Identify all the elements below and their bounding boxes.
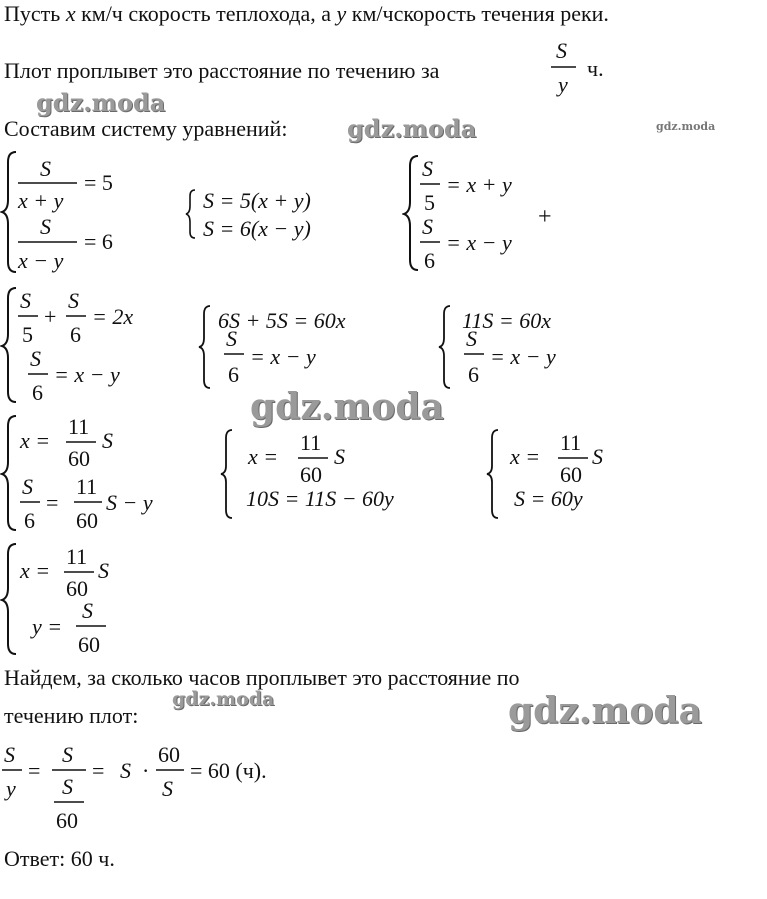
- s1-eq2-den: x − y: [18, 248, 64, 273]
- s6-eq2-num: S: [466, 326, 477, 351]
- system-4: [0, 284, 170, 408]
- s6-eq2-rhs: = x − y: [490, 344, 556, 369]
- s8-eq1-var: S: [334, 444, 345, 469]
- watermark: gdz.moda: [172, 688, 275, 710]
- fc-f1-num: S: [4, 742, 15, 767]
- s7-eq2-rhs: S − y: [106, 490, 153, 515]
- s1-eq1-rhs: = 5: [84, 170, 113, 195]
- watermark: gdz.moda: [508, 690, 702, 732]
- s4-a-den: 5: [22, 322, 33, 347]
- system-1: [0, 148, 170, 276]
- s9-eq1-den: 60: [560, 462, 582, 487]
- find-text-line1: Найдем, за сколько часов проплывет это расстояние по: [4, 665, 520, 690]
- fc-f2-den-num: S: [62, 774, 73, 799]
- s3-eq2-num: S: [422, 214, 433, 239]
- s9-eq1-num: 11: [560, 430, 582, 455]
- system-6: [436, 302, 606, 392]
- var-x: x: [65, 1, 76, 26]
- s10-eq1-den: 60: [66, 576, 88, 601]
- s1-eq1-num: S: [40, 156, 51, 181]
- fc-f2-num: S: [62, 742, 73, 767]
- s1-eq2-num: S: [40, 214, 51, 239]
- system-heading: Составим систему уравнений:: [4, 116, 288, 141]
- raft-den: y: [558, 72, 568, 97]
- watermark: gdz.moda: [36, 88, 166, 117]
- s10-eq2-num: S: [82, 598, 93, 623]
- s7-eq2-fnum: 11: [76, 474, 98, 499]
- s3-eq2-rhs: = x − y: [446, 230, 512, 255]
- s10-eq1-var: S: [98, 558, 109, 583]
- s5-eq2-den: 6: [228, 362, 239, 387]
- s3-eq1-den: 5: [424, 190, 435, 215]
- intro-text-1: Пусть: [4, 1, 61, 26]
- system-10: [0, 540, 140, 660]
- s7-eq1-num: 11: [68, 414, 90, 439]
- s7-eq2-mid: =: [46, 490, 59, 515]
- fc-result: = 60 (ч).: [190, 758, 267, 783]
- system-3: [402, 152, 572, 276]
- s1-eq1-den: x + y: [18, 188, 64, 213]
- system-7: [0, 412, 190, 536]
- s10-eq1-lhs: x =: [20, 558, 51, 583]
- s6-eq2-den: 6: [468, 362, 479, 387]
- s5-eq1: 6S + 5S = 60x: [218, 308, 346, 333]
- s10-eq2-den: 60: [78, 632, 100, 657]
- raft-num: S: [556, 38, 567, 63]
- s5-eq2-rhs: = x − y: [250, 344, 316, 369]
- s8-eq1-num: 11: [300, 430, 322, 455]
- s4-b-den: 6: [70, 322, 81, 347]
- answer: Ответ: 60 ч.: [4, 846, 115, 871]
- watermark: gdz.moda: [250, 386, 444, 428]
- s6-eq1: 11S = 60x: [462, 308, 551, 333]
- s9-eq1-var: S: [592, 444, 603, 469]
- watermark: gdz.moda: [656, 120, 716, 133]
- s9-eq2: S = 60y: [514, 486, 583, 511]
- fc-f3-den: S: [162, 776, 173, 801]
- s7-eq2-fden: 60: [76, 508, 98, 533]
- s3-eq2-den: 6: [424, 248, 435, 273]
- var-y: y: [336, 1, 347, 26]
- intro-line: [4, 1, 609, 27]
- s4-eq2-rhs: = x − y: [54, 362, 120, 387]
- fc-f3-num: 60: [158, 742, 180, 767]
- raft-unit: ч.: [587, 56, 604, 81]
- s7-eq2-num: S: [22, 474, 33, 499]
- fc-dot: ·: [142, 758, 150, 783]
- raft-sentence-text: Плот проплывет это расстояние по течению за: [4, 58, 440, 83]
- s4-a-num: S: [20, 288, 31, 313]
- final-calc: [0, 738, 320, 838]
- unit-kmh-2: км/ч: [351, 1, 394, 26]
- s1-eq2-rhs: = 6: [84, 229, 113, 254]
- system-9: [484, 426, 654, 522]
- s4-eq2-den: 6: [32, 380, 43, 405]
- watermark: gdz.moda: [347, 114, 477, 143]
- fc-s: S: [120, 758, 131, 783]
- s10-eq2-lhs: y =: [32, 614, 63, 639]
- s7-eq1-den: 60: [68, 446, 90, 471]
- fc-eq1: =: [28, 758, 41, 783]
- s7-eq1-lhs: x =: [20, 428, 51, 453]
- fc-f1-den: y: [6, 776, 16, 801]
- s4-plus: +: [44, 304, 57, 329]
- s4-eq1-rhs: = 2x: [92, 304, 134, 329]
- s7-eq1-var: S: [102, 428, 113, 453]
- s5-eq2-num: S: [226, 326, 237, 351]
- s8-eq1-den: 60: [300, 462, 322, 487]
- s8-eq2: 10S = 11S − 60y: [246, 486, 394, 511]
- s7-eq2-den: 6: [24, 508, 35, 533]
- unit-kmh-1: км/ч: [81, 1, 123, 26]
- raft-fraction: [545, 36, 625, 102]
- system-2: [183, 186, 358, 242]
- s3-plus: +: [538, 204, 552, 230]
- s8-eq1-lhs: x =: [248, 444, 279, 469]
- system-5: [196, 302, 406, 392]
- find-text-line2: течению плот:: [4, 703, 139, 728]
- s3-eq1-rhs: = x + y: [446, 172, 512, 197]
- s9-eq1-lhs: x =: [510, 444, 541, 469]
- s2-eq1: S = 5(x + y): [203, 188, 311, 213]
- fc-f2-den-den: 60: [56, 808, 78, 833]
- s10-eq1-num: 11: [66, 544, 88, 569]
- s3-eq1-num: S: [422, 156, 433, 181]
- system-8: [218, 426, 458, 522]
- s2-eq2: S = 6(x − y): [203, 216, 311, 241]
- intro-text-2: скорость теплохода, а: [128, 1, 332, 26]
- intro-text-3: скорость течения реки.: [393, 1, 609, 26]
- fc-eq2: =: [92, 758, 105, 783]
- s4-eq2-num: S: [30, 346, 41, 371]
- s4-b-num: S: [68, 288, 79, 313]
